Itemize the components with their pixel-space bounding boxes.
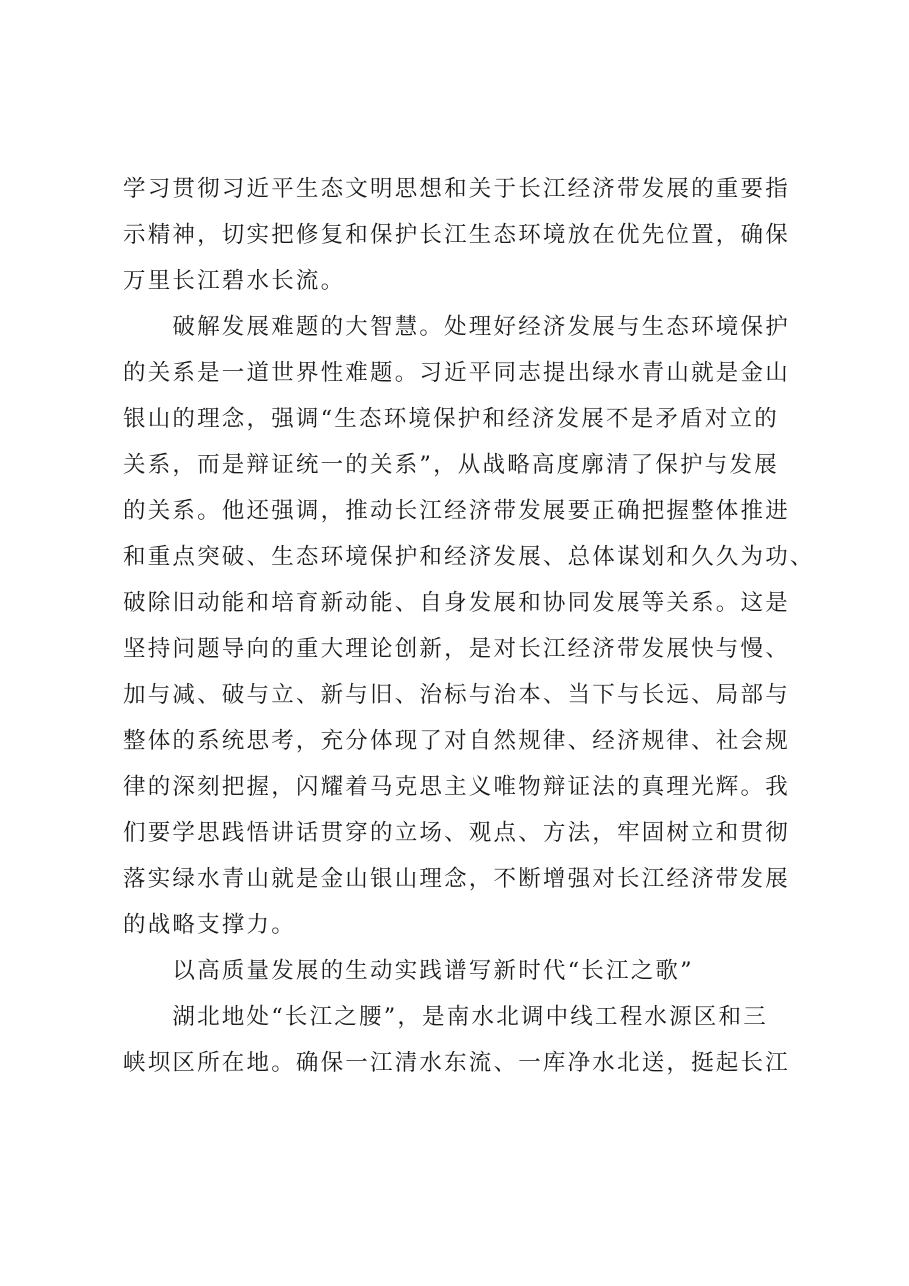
text-line: 落实绿水青山就是金山银山理念，不断增强对长江经济带发展 xyxy=(123,866,790,892)
text-line: 们要学思践悟讲话贯穿的立场、观点、方法，牢固树立和贯彻 xyxy=(123,820,790,846)
text-line: 银山的理念，强调“生态环境保护和经济发展不是矛盾对立的 xyxy=(123,406,779,432)
paragraph-ecology-continuation xyxy=(123,166,803,304)
text-line: 万里长江碧水长流。 xyxy=(123,268,346,294)
text-line: 破解发展难题的大智慧。处理好经济发展与生态环境保护 xyxy=(123,314,790,340)
text-line: 关系，而是辩证统一的关系”，从战略高度廓清了保护与发展 xyxy=(123,452,779,478)
paragraph-development-wisdom xyxy=(123,304,815,948)
document-body xyxy=(123,166,815,1086)
text-line: 峡坝区所在地。确保一江清水东流、一库净水北送，挺起长江 xyxy=(123,1050,790,1076)
text-line: 的关系。他还强调，推动长江经济带发展要正确把握整体推进 xyxy=(123,498,790,524)
text-line: 学习贯彻习近平生态文明思想和关于长江经济带发展的重要指 xyxy=(123,176,790,202)
text-line: 破除旧动能和培育新动能、自身发展和协同发展等关系。这是 xyxy=(123,590,790,616)
text-line: 律的深刻把握，闪耀着马克思主义唯物辩证法的真理光辉。我 xyxy=(123,774,790,800)
text-line: 加与减、破与立、新与旧、治标与治本、当下与长远、局部与 xyxy=(123,682,790,708)
section-heading xyxy=(123,948,803,994)
text-line: 整体的系统思考，充分体现了对自然规律、经济规律、社会规 xyxy=(123,728,790,754)
text-line: 湖北地处“长江之腰”，是南水北调中线工程水源区和三 xyxy=(123,1004,768,1030)
text-line: 的关系是一道世界性难题。习近平同志提出绿水青山就是金山 xyxy=(123,360,790,386)
text-line: 和重点突破、生态环境保护和经济发展、总体谋划和久久为功、 xyxy=(123,544,815,570)
text-line: 坚持问题导向的重大理论创新，是对长江经济带发展快与慢、 xyxy=(123,636,790,662)
text-line: 示精神，切实把修复和保护长江生态环境放在优先位置，确保 xyxy=(123,222,790,248)
text-line: 以高质量发展的生动实践谱写新时代“长江之歌” xyxy=(123,958,694,984)
paragraph-hubei xyxy=(123,994,803,1086)
text-line: 的战略支撑力。 xyxy=(123,912,296,938)
